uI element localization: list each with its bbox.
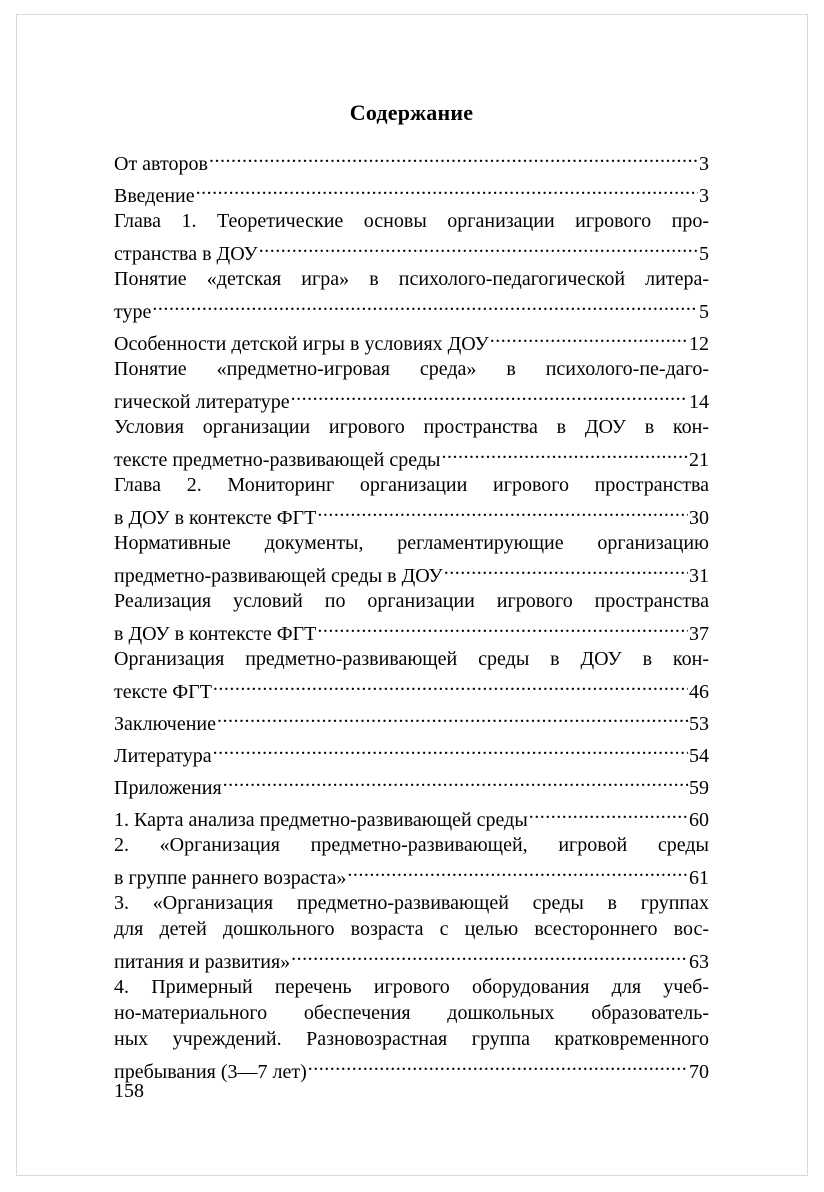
toc-entry-line: Реализация условий по организации игрового пространства	[114, 590, 709, 612]
toc-entry-leader-line	[114, 234, 709, 265]
toc-entry-text: Литература	[114, 745, 212, 767]
dot-leader	[152, 292, 698, 318]
toc-entry-page-number: 60	[689, 809, 709, 831]
toc-entry-line: Нормативные документы, регламентирующие организацию	[114, 532, 709, 554]
toc-entry-page-number: 3	[699, 153, 709, 175]
dot-leader	[291, 382, 688, 408]
toc-entry[interactable]	[114, 144, 709, 175]
dot-leader	[317, 498, 688, 524]
toc-entry-text: тексте предметно-развивающей среды	[114, 449, 441, 471]
toc-entry[interactable]	[114, 588, 709, 645]
toc-entry[interactable]	[114, 974, 709, 1083]
toc-entry-leader-line	[114, 176, 709, 207]
toc-entry[interactable]	[114, 530, 709, 587]
toc-entry-leader-line	[114, 858, 709, 889]
toc-entry-text: в ДОУ в контексте ФГТ	[114, 623, 317, 645]
toc-entry-text: пребывания (3—7 лет)	[114, 1061, 307, 1083]
toc-entry-page-number: 54	[689, 745, 709, 767]
toc-entry-page-number: 5	[699, 301, 709, 323]
toc-entry-text: Особенности детской игры в условиях ДОУ	[114, 333, 489, 355]
dot-leader	[196, 176, 698, 202]
dot-leader	[223, 768, 688, 794]
toc-entry[interactable]	[114, 704, 709, 735]
toc-entry-text: От авторов	[114, 153, 208, 175]
dot-leader	[213, 736, 688, 762]
toc-entry[interactable]	[114, 472, 709, 529]
toc-entry-leader-line	[114, 768, 709, 799]
toc-entry-page-number: 63	[689, 951, 709, 973]
toc-entry[interactable]	[114, 324, 709, 355]
toc-entry-text: туре	[114, 301, 152, 323]
toc-entry-line: Глава 1. Теоретические основы организации игрового про-	[114, 210, 709, 232]
toc-entry-page-number: 31	[689, 565, 709, 587]
toc-entry-line: Глава 2. Мониторинг организации игрового пространства	[114, 474, 709, 496]
toc-entry[interactable]	[114, 646, 709, 703]
toc-entries	[114, 144, 709, 1083]
toc-entry-text: Введение	[114, 185, 195, 207]
dot-leader	[444, 556, 688, 582]
dot-leader	[347, 858, 688, 884]
toc-entry-page-number: 5	[699, 243, 709, 265]
toc-entry-page-number: 12	[689, 333, 709, 355]
toc-entry-text: в ДОУ в контексте ФГТ	[114, 507, 317, 529]
toc-entry[interactable]	[114, 800, 709, 831]
toc-entry-leader-line	[114, 704, 709, 735]
toc-entry-leader-line	[114, 736, 709, 767]
toc-entry[interactable]	[114, 414, 709, 471]
toc-entry-text: предметно-развивающей среды в ДОУ	[114, 565, 443, 587]
toc-entry-leader-line	[114, 1052, 709, 1083]
toc-entry-page-number: 53	[689, 713, 709, 735]
toc-title: Содержание	[349, 100, 474, 125]
toc-entry-line: Понятие «предметно-игровая среда» в психолого-пе-даго-	[114, 358, 709, 380]
toc-entry-leader-line	[114, 440, 709, 471]
toc-entry-text: Заключение	[114, 713, 216, 735]
toc-entry-line: Понятие «детская игра» в психолого-педагогической литера-	[114, 268, 709, 290]
toc-entry[interactable]	[114, 208, 709, 265]
toc-entry[interactable]	[114, 176, 709, 207]
toc-entry-leader-line	[114, 144, 709, 175]
toc-entry-page-number: 21	[689, 449, 709, 471]
dot-leader	[317, 614, 688, 640]
page-number: 158	[114, 1080, 144, 1102]
toc-entry-page-number: 61	[689, 867, 709, 889]
dot-leader	[441, 440, 688, 466]
toc-entry-text: 1. Карта анализа предметно-развивающей среды	[114, 809, 528, 831]
toc-entry[interactable]	[114, 266, 709, 323]
toc-entry-page-number: 3	[699, 185, 709, 207]
toc-entry-leader-line	[114, 324, 709, 355]
toc-entry-text: странства в ДОУ	[114, 243, 258, 265]
dot-leader	[259, 234, 698, 260]
toc-entry-leader-line	[114, 382, 709, 413]
toc-entry-page-number: 70	[689, 1061, 709, 1083]
dot-leader	[291, 942, 688, 968]
toc-entry-text: в группе раннего возраста»	[114, 867, 347, 889]
toc-entry-text: питания и развития»	[114, 951, 291, 973]
dot-leader	[529, 800, 688, 826]
toc-entry-leader-line	[114, 292, 709, 323]
toc-entry-line: Условия организации игрового пространства в ДОУ в кон-	[114, 416, 709, 438]
toc-entry-page-number: 59	[689, 777, 709, 799]
toc-entry[interactable]	[114, 736, 709, 767]
toc-entry[interactable]	[114, 768, 709, 799]
toc-entry[interactable]	[114, 356, 709, 413]
dot-leader	[308, 1052, 688, 1078]
toc-entry-leader-line	[114, 556, 709, 587]
toc-entry-text: тексте ФГТ	[114, 681, 212, 703]
dot-leader	[209, 144, 698, 170]
toc-entry-leader-line	[114, 942, 709, 973]
toc-entry-leader-line	[114, 498, 709, 529]
dot-leader	[490, 324, 688, 350]
toc-entry-leader-line	[114, 614, 709, 645]
toc-entry-page-number: 46	[689, 681, 709, 703]
toc-entry-line: 3. «Организация предметно-развивающей среды в группах	[114, 892, 709, 914]
dot-leader	[217, 704, 688, 730]
toc-entry[interactable]	[114, 890, 709, 973]
toc-entry[interactable]	[114, 832, 709, 889]
toc-entry-line: ных учреждений. Разновозрастная группа кратковременного	[114, 1028, 709, 1050]
toc-entry-text: гической литературе	[114, 391, 290, 413]
toc-entry-line: для детей дошкольного возраста с целью всестороннего вос-	[114, 918, 709, 940]
toc-entry-line: Организация предметно-развивающей среды в ДОУ в кон-	[114, 648, 709, 670]
toc-entry-text: Приложения	[114, 777, 222, 799]
toc-entry-line: но-материального обеспечения дошкольных образователь-	[114, 1002, 709, 1024]
toc-entry-page-number: 37	[689, 623, 709, 645]
dot-leader	[213, 672, 688, 698]
toc-entry-line: 4. Примерный перечень игрового оборудования для учеб-	[114, 976, 709, 998]
toc-entry-leader-line	[114, 800, 709, 831]
toc-entry-page-number: 14	[689, 391, 709, 413]
toc-entry-leader-line	[114, 672, 709, 703]
toc	[114, 98, 709, 1084]
toc-entry-line: 2. «Организация предметно-развивающей, игровой среды	[114, 834, 709, 856]
toc-entry-page-number: 30	[689, 507, 709, 529]
